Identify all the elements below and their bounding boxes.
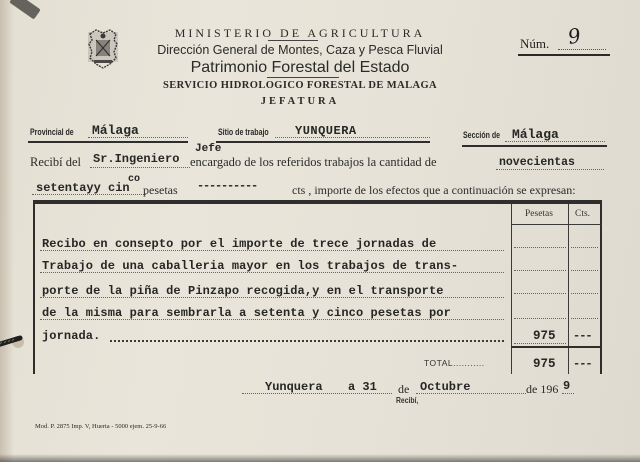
description-line-1: Recibo en consepto por el importe de trece jornadas de <box>42 237 437 251</box>
row-guide <box>571 293 598 294</box>
pesetas-header: Pesetas <box>525 209 553 219</box>
sitio-dots <box>275 137 430 138</box>
place-dots <box>242 393 392 394</box>
binding-ring-icon <box>0 334 30 350</box>
month-value: Octubre <box>420 380 471 394</box>
number-dots <box>558 49 606 50</box>
field-rule <box>28 141 188 143</box>
amount-words-superscript: co <box>128 174 141 185</box>
field-rule <box>462 145 607 147</box>
de-label-1: de <box>398 382 410 396</box>
provincial-dots <box>88 137 188 138</box>
seccion-label: Sección de <box>463 130 501 140</box>
month-dots <box>416 393 526 394</box>
document-number <box>518 23 610 52</box>
row-guide <box>571 247 598 248</box>
amount-words-dots <box>496 169 604 170</box>
patrimonio-title: Patrimonio Forestal del Estado <box>190 59 410 76</box>
seccion-dots <box>505 141 605 142</box>
header-rule <box>512 224 601 225</box>
description-dots <box>40 319 504 320</box>
row-guide <box>514 318 566 319</box>
description-dots <box>40 272 504 273</box>
description-fill-dots <box>110 340 504 342</box>
pesetas-label: pesetas <box>143 183 178 197</box>
bottom-shadow <box>0 454 640 462</box>
description-line-4: de la misma para sembrarla a setenta y cinco pesetas por <box>42 306 451 320</box>
ministry-title: MINISTERIO DE AGRICULTURA <box>174 26 426 40</box>
row-guide <box>571 270 598 271</box>
servicio-title: SERVICIO HIDROLOGICO FORESTAL DE MALAGA <box>162 80 438 91</box>
line-amount-pesetas: 975 <box>533 329 556 343</box>
importe-text: cts , importe de los efectos que a continuación se expresan: <box>292 183 576 197</box>
cts-header: Cts. <box>575 209 591 219</box>
cts-dashes: ---------- <box>197 179 258 193</box>
number-value: 9 <box>566 23 583 49</box>
place-value: Yunquera <box>265 380 323 394</box>
row-guide <box>514 293 566 294</box>
recipient-dots <box>90 167 190 168</box>
amount-words-2: setentayy cin <box>36 181 130 195</box>
recibi-signature-label: Recibí, <box>396 396 419 405</box>
year-digit: 9 <box>563 379 571 393</box>
year-dots <box>562 393 574 394</box>
amount-words-2-dots <box>32 194 146 195</box>
number-label: Núm. <box>520 36 550 51</box>
number-underline <box>518 54 610 56</box>
table-right-border <box>600 204 602 374</box>
encargado-text: encargado de los referidos trabajos la cantidad de <box>190 155 437 169</box>
header-rule <box>267 77 339 78</box>
day-value: a 31 <box>348 380 377 394</box>
description-dots <box>40 297 504 298</box>
description-line-2: Trabajo de una caballeria mayor en los trabajos de trans- <box>42 259 459 273</box>
row-guide <box>514 247 566 248</box>
direccion-title: Dirección General de Montes, Caza y Pesca Fluvial <box>157 43 443 57</box>
pesetas-column-line <box>511 204 512 374</box>
line-amount-cts: --- <box>573 329 592 343</box>
sitio-label: Sitio de trabajo <box>218 127 269 137</box>
table-top-rule <box>33 200 602 202</box>
provincial-value: Málaga <box>92 123 139 138</box>
amount-words-1: novecientas <box>499 156 575 169</box>
total-cts: --- <box>573 357 592 371</box>
header-rule <box>268 40 318 41</box>
subtotal-rule <box>511 346 601 348</box>
description-line-3: porte de la piña de Pinzapo recogida,y en el transporte <box>42 284 444 298</box>
recibi-del-label: Recibí del <box>30 155 82 169</box>
de-label-2: de 196 <box>526 382 559 396</box>
provincial-label: Provincial de <box>30 127 74 137</box>
print-info: Mod. P. 2875 Imp. V, Huerta - 5000 ejem. 25-9-66 <box>35 423 167 430</box>
paper-edge-shadow <box>0 0 14 462</box>
sitio-value: YUNQUERA <box>295 124 357 138</box>
description-line-5: jornada. <box>42 329 101 343</box>
description-dots <box>40 250 504 251</box>
cts-column-line <box>568 204 569 374</box>
total-pesetas: 975 <box>533 357 556 371</box>
total-label: TOTAL........... <box>424 358 485 368</box>
row-guide <box>571 318 598 319</box>
row-guide <box>514 270 566 271</box>
recipient-value: Sr.Ingeniero <box>93 152 180 166</box>
recipient-superscript: Jefe <box>195 143 222 155</box>
jefatura-title: JEFATURA <box>260 96 340 107</box>
seccion-value: Málaga <box>512 127 559 142</box>
row-guide <box>514 343 566 344</box>
field-rule <box>216 141 430 143</box>
